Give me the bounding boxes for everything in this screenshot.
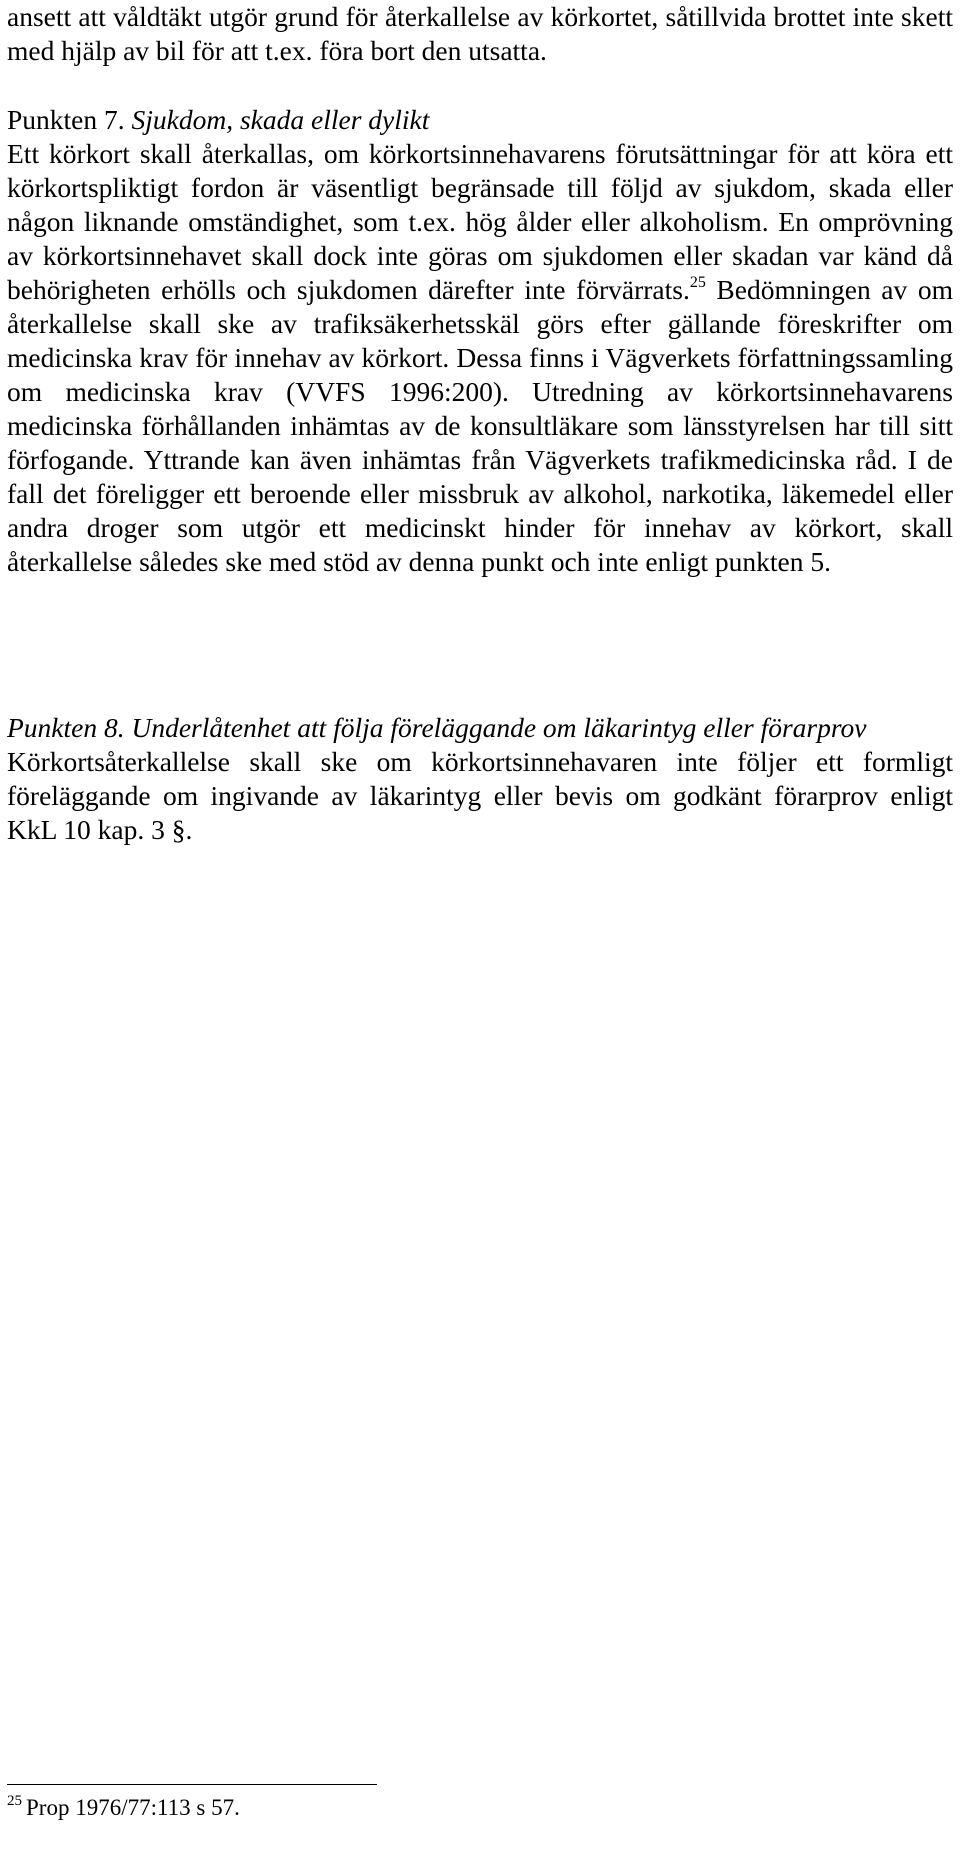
- section-8: [7, 711, 953, 847]
- section-7-heading: [7, 103, 953, 137]
- paragraph-intro-text: ansett att våldtäkt utgör grund för återkallelse av körkortet, såtillvida brottet inte skett med hjälp av bil för att t.ex. föra bort den utsatta.: [7, 1, 953, 66]
- section-7-text-part1: Ett körkort skall återkallas, om körkortsinnehavarens förutsättningar för att köra ett körkortspliktigt fordon är väsentligt begränsade till följd av sjukdom, skada eller någon liknande omständighet, som t.ex. hög ålder eller alkoholism. En omprövning av körkortsinnehavet skall dock inte göras om sjukdomen eller skadan var känd då behörigheten erhölls och sjukdomen därefter inte förvärrats.: [7, 138, 953, 305]
- paragraph-intro: [7, 0, 953, 68]
- section-7-title: Sjukdom, skada eller dylikt: [131, 104, 430, 135]
- footnote-divider: [7, 1784, 377, 1785]
- footnote-number: 25: [7, 1793, 22, 1809]
- section-7-text-part2: Bedömningen av om återkallelse skall ske av trafiksäkerhetsskäl görs efter gällande föreskrifter om medicinska krav för innehav av körkort. Dessa finns i Vägverkets författningssamling om medicinska krav (VVFS 1996:200). Utredning av körkortsinnehavarens medicinska förhållanden inhämtas av de konsultläkare som länsstyrelsen har till sitt förfogande. Yttrande kan även inhämtas från Vägverkets trafikmedicinska råd. I de fall det föreligger ett beroende eller missbruk av alkohol, narkotika, läkemedel eller andra droger som utgör ett medicinskt hinder för innehav av körkort, skall återkallelse således ske med stöd av denna punkt och inte enligt punkten 5.: [7, 274, 953, 577]
- section-8-heading: Punkten 8. Underlåtenhet att följa föreläggande om läkarintyg eller förarprov: [7, 712, 867, 743]
- footnote: [7, 1794, 240, 1822]
- footnote-text: Prop 1976/77:113 s 57.: [26, 1795, 240, 1820]
- footnote-reference: 25: [689, 274, 706, 291]
- section-7: [7, 103, 953, 579]
- section-8-text: Körkortsåterkallelse skall ske om körkortsinnehavaren inte följer ett formligt föreläggande om ingivande av läkarintyg eller bevis om godkänt förarprov enligt KkL 10 kap. 3 §.: [7, 746, 953, 845]
- section-7-label: Punkten 7.: [7, 104, 132, 135]
